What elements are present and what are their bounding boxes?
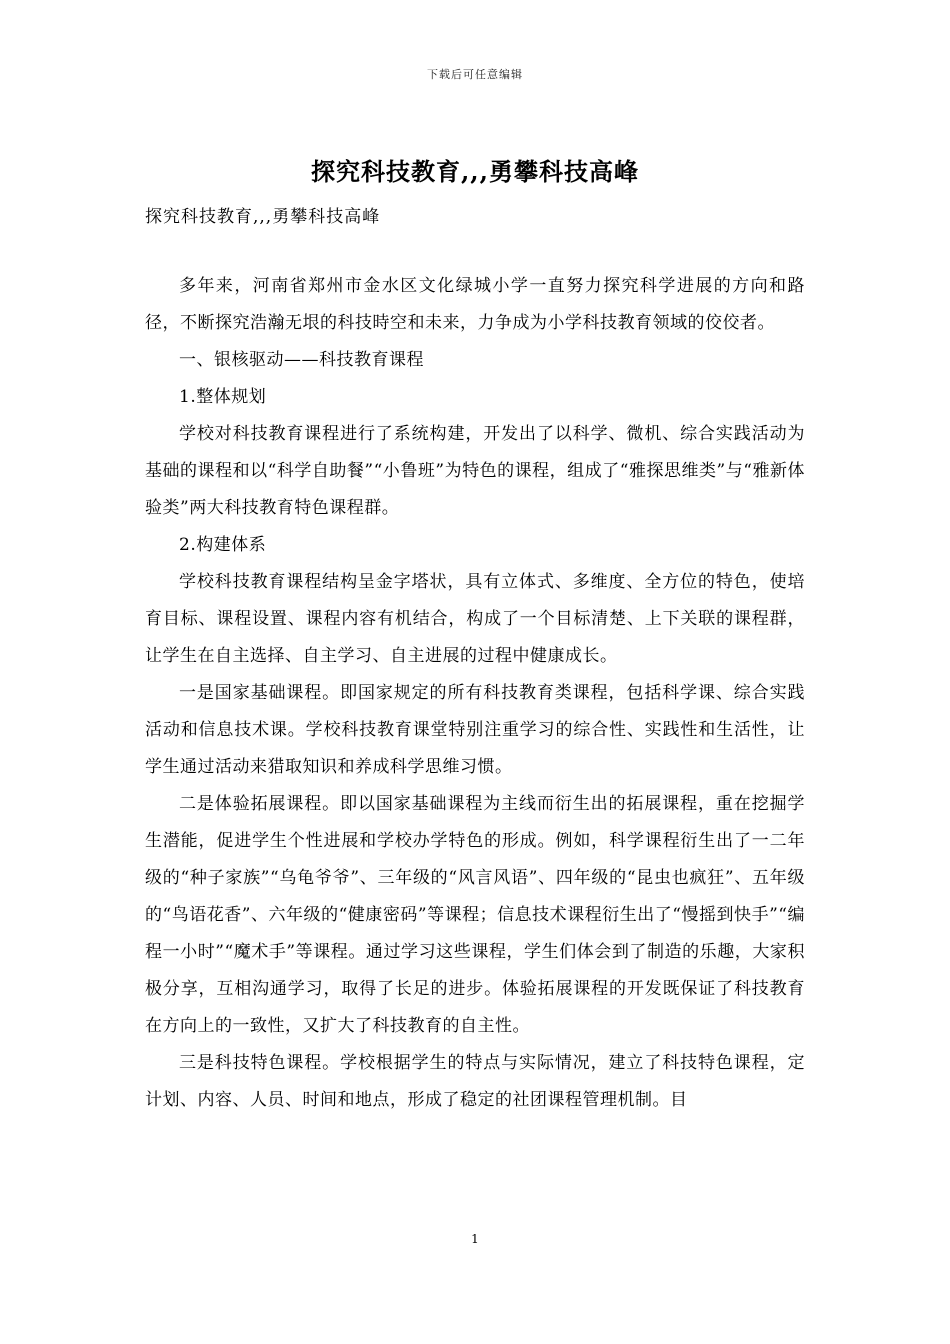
- paragraph: 二是体验拓展课程。即以国家基础课程为主线而衍生出的拓展课程，重在挖掘学生潜能，促进学生个性进展和学校办学特色的形成。例如，科学课程衍生出了一二年级的“种子家族”“乌龟爷爷”、三年级的“风言风语”、四年级的“昆虫也疯狂”、五年级的“鸟语花香”、六年级的“健康密码”等课程；信息技术课程衍生出了“慢摇到快手”“编程一小时”“魔术手”等课程。通过学习这些课程，学生们体会到了制造的乐趣，大家积极分享，互相沟通学习，取得了长足的进步。体验拓展课程的开发既保证了科技教育在方向上的一致性，又扩大了科技教育的自主性。: [145, 794, 805, 1036]
- section-heading: 一、银核驱动——科技教育课程: [179, 350, 424, 370]
- document-body: [145, 268, 805, 1119]
- document-title: 探究科技教育,,,勇攀科技高峰: [310, 157, 640, 186]
- paragraph: 学校对科技教育课程进行了系统构建，开发出了以科学、微机、综合实践活动为基础的课程和以“科学自助餐”“小鲁班”为特色的课程，组成了“雅探思维类”与“雅新体验类”两大科技教育特色课程群。: [145, 424, 805, 518]
- paragraph: 三是科技特色课程。学校根据学生的特点与实际情况，建立了科技特色课程，定计划、内容、人员、时间和地点，形成了稳定的社团课程管理机制。目: [145, 1053, 805, 1110]
- header-note: 下载后可任意编辑: [427, 68, 523, 81]
- subsection-heading: 2.构建体系: [179, 535, 267, 555]
- subsection-heading: 1.整体规划: [179, 387, 267, 407]
- paragraph: 多年来，河南省郑州市金水区文化绿城小学一直努力探究科学进展的方向和路径，不断探究浩瀚无垠的科技時空和未来，力争成为小学科技教育领域的佼佼者。: [145, 276, 805, 333]
- document-subtitle: 探究科技教育,,,勇攀科技高峰: [145, 207, 381, 227]
- paragraph: 一是国家基础课程。即国家规定的所有科技教育类课程，包括科学课、综合实践活动和信息技术课。学校科技教育课堂特别注重学习的综合性、实践性和生活性，让学生通过活动来猎取知识和养成科学思维习惯。: [145, 683, 805, 777]
- paragraph: 学校科技教育课程结构呈金字塔状，具有立体式、多维度、全方位的特色，使培育目标、课程设置、课程内容有机结合，构成了一个目标清楚、上下关联的课程群，让学生在自主选择、自主学习、自主进展的过程中健康成长。: [145, 572, 805, 666]
- page-number: 1: [471, 1232, 479, 1246]
